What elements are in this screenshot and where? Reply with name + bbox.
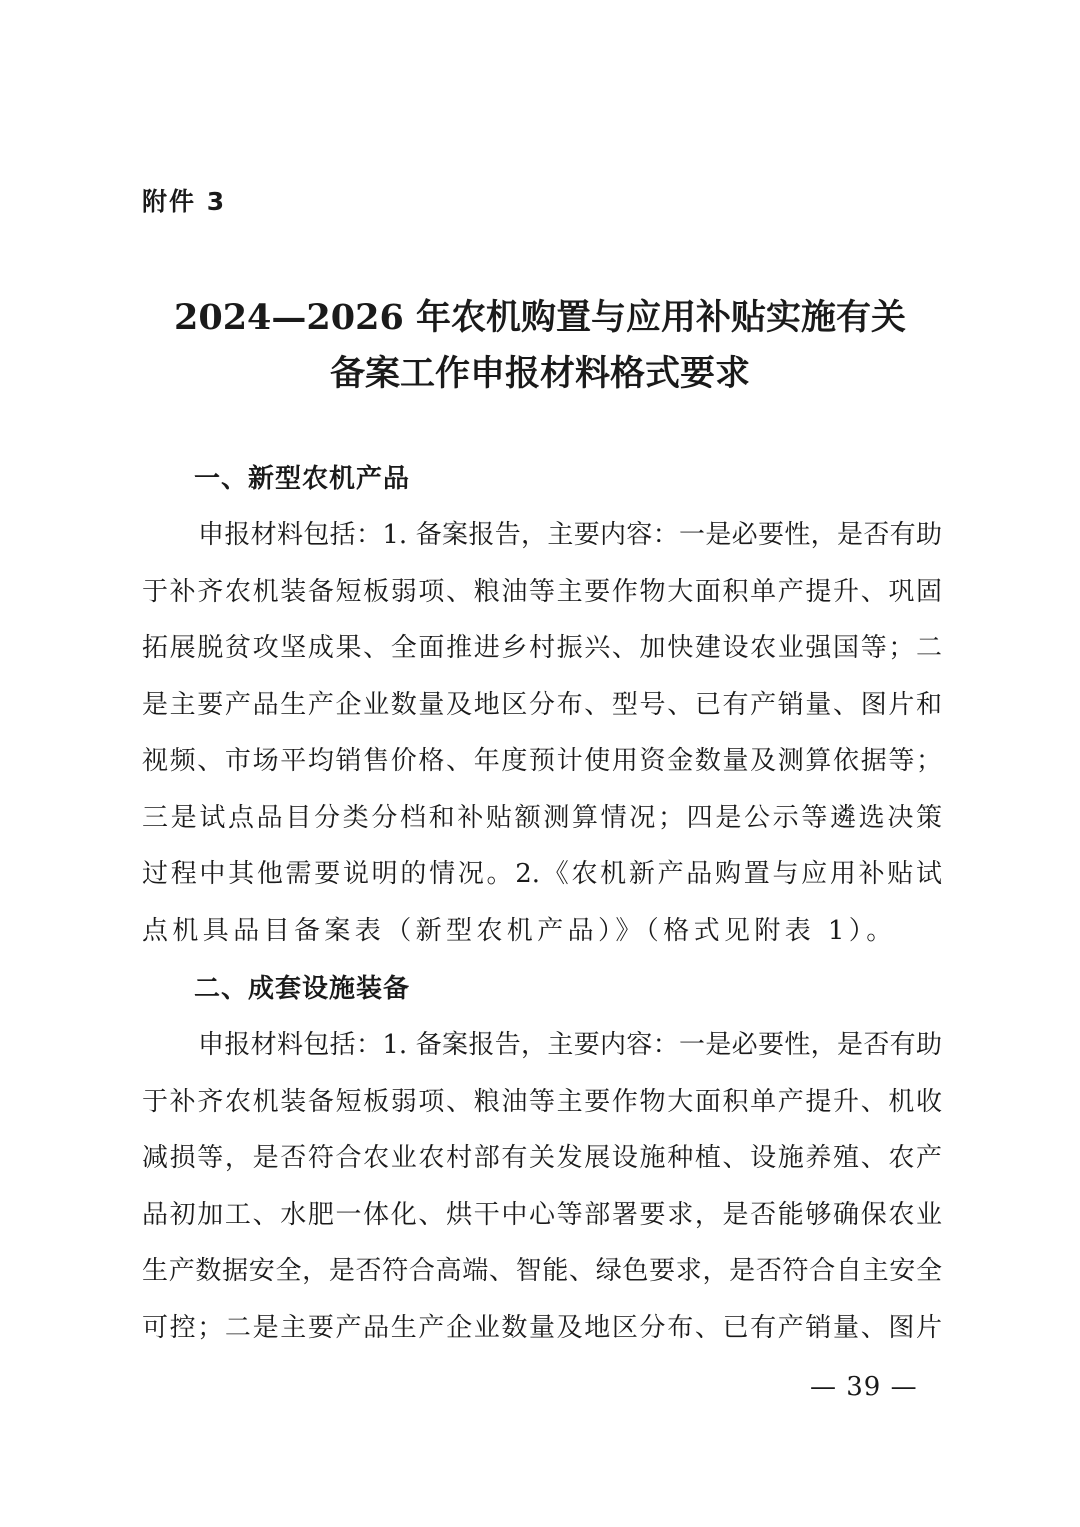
- body-line: 申报材料包括：1. 备案报告，主要内容：一是必要性，是否有助: [198, 520, 942, 550]
- body-line: 拓展脱贫攻坚成果、全面推进乡村振兴、加快建设农业强国等；二: [142, 633, 942, 663]
- title-line-1: 2024—2026 年农机购置与应用补贴实施有关: [173, 297, 906, 338]
- section-body-new-machinery: [142, 507, 942, 959]
- document-title: [0, 290, 1080, 402]
- body-line: 是主要产品生产企业数量及地区分布、型号、已有产销量、图片和: [142, 689, 942, 720]
- title-line-2: 备案工作申报材料格式要求: [329, 354, 750, 394]
- body-line: 可控；二是主要产品生产企业数量及地区分布、已有产销量、图片: [142, 1312, 942, 1343]
- section-heading-new-machinery: 一、新型农机产品: [194, 464, 411, 494]
- body-line: 于补齐农机装备短板弱项、粮油等主要作物大面积单产提升、机收: [142, 1086, 942, 1117]
- body-line: 点机具品目备案表（新型农机产品）》（格式见附表 1）。: [142, 915, 897, 946]
- section-body-complete-facilities: [142, 1017, 942, 1356]
- body-line: 减损等，是否符合农业农村部有关发展设施种植、设施养殖、农产: [142, 1143, 942, 1173]
- body-line: 过程中其他需要说明的情况。2.《农机新产品购置与应用补贴试: [142, 859, 942, 889]
- body-line: 三是试点品目分类分档和补贴额测算情况；四是公示等遴选决策: [142, 802, 942, 833]
- page-number: — 39 —: [810, 1372, 918, 1402]
- section-heading-complete-facilities: 二、成套设施装备: [194, 974, 411, 1004]
- body-line: 视频、市场平均销售价格、年度预计使用资金数量及测算依据等；: [142, 746, 942, 776]
- body-line: 生产数据安全，是否符合高端、智能、绿色要求，是否符合自主安全: [142, 1256, 942, 1286]
- attachment-label: 附件 3: [142, 187, 227, 216]
- body-line: 申报材料包括：1. 备案报告，主要内容：一是必要性，是否有助: [198, 1030, 942, 1060]
- body-line: 于补齐农机装备短板弱项、粮油等主要作物大面积单产提升、巩固: [142, 576, 942, 607]
- body-line: 品初加工、水肥一体化、烘干中心等部署要求，是否能够确保农业: [142, 1199, 942, 1230]
